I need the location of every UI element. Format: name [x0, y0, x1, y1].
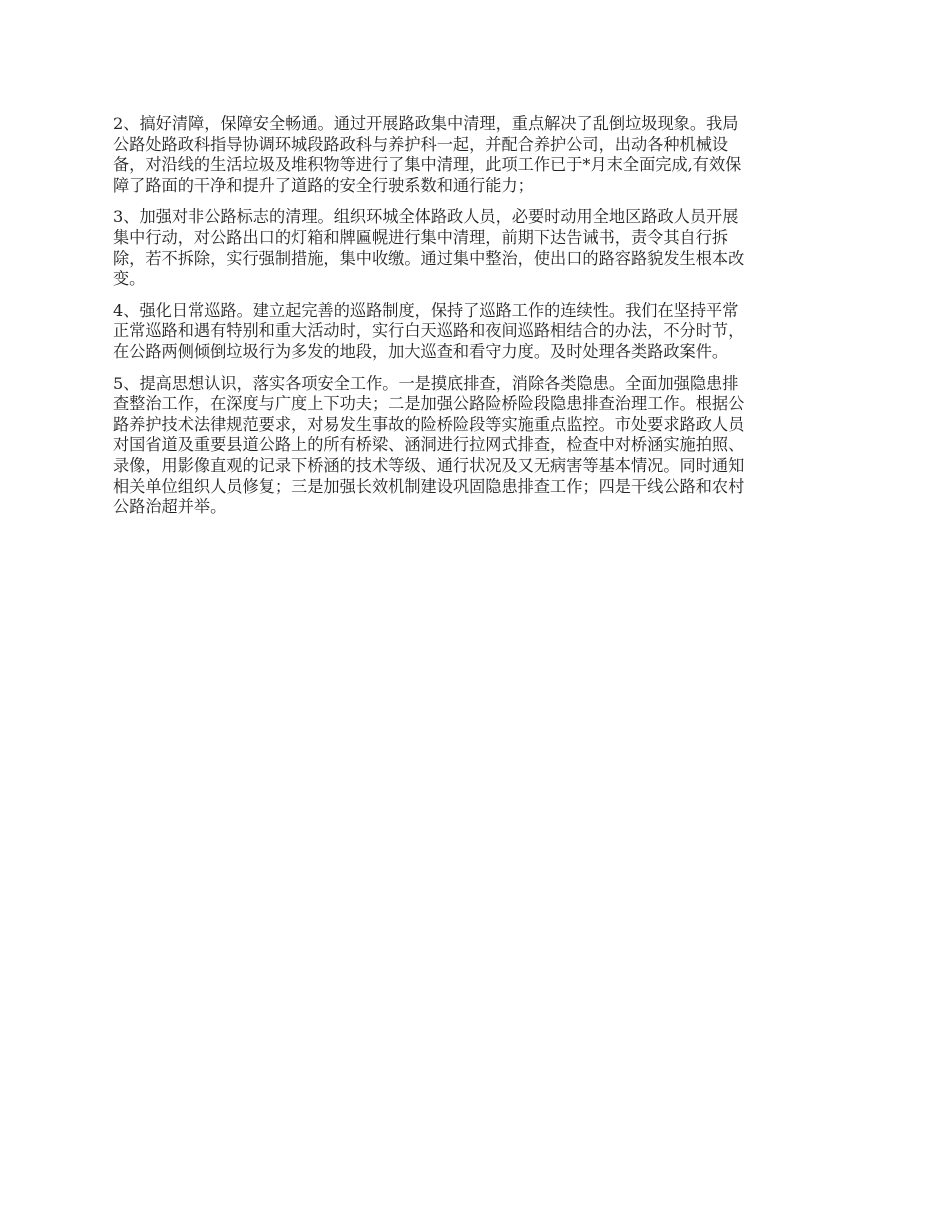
paragraph-3-sign-cleanup [113, 207, 838, 289]
document-body [113, 114, 838, 529]
paragraph-line: 公路治超并举。 [113, 497, 227, 517]
paragraph-line: 5、提高思想认识，落实各项安全工作。一是摸底排查，消除各类隐患。全面加强隐患排 [113, 373, 739, 393]
paragraph-line: 公路处路政科指导协调环城段路政科与养护科一起，并配合养护公司，出动各种机械设 [113, 134, 729, 154]
paragraph-line: 4、强化日常巡路。建立起完善的巡路制度，保持了巡路工作的连续性。我们在坚持平常 [113, 300, 739, 320]
paragraph-line: 障了路面的干净和提升了道路的安全行驶系数和通行能力； [113, 175, 534, 195]
paragraph-line: 正常巡路和遇有特别和重大活动时，实行白天巡路和夜间巡路相结合的办法，不分时节， [113, 321, 745, 341]
paragraph-4-daily-patrol [113, 301, 838, 363]
paragraph-line: 路养护技术法律规范要求，对易发生事故的险桥险段等实施重点监控。市处要求路政人员 [113, 414, 745, 434]
paragraph-line: 备，对沿线的生活垃圾及堆积物等进行了集中清理，此项工作已于*月末全面完成,有效保 [113, 155, 742, 175]
paragraph-line: 2、搞好清障，保障安全畅通。通过开展路政集中清理，重点解决了乱倒垃圾现象。我局 [113, 114, 739, 133]
paragraph-line: 集中行动，对公路出口的灯箱和牌匾幌进行集中清理，前期下达告诫书，责令其自行拆 [113, 227, 729, 247]
paragraph-line: 相关单位组织人员修复；三是加强长效机制建设巩固隐患排查工作；四是干线公路和农村 [113, 476, 745, 496]
paragraph-line: 除，若不拆除，实行强制措施，集中收缴。通过集中整治，使出口的路容路貌发生根本改 [113, 248, 745, 268]
paragraph-line: 变。 [113, 269, 146, 289]
paragraph-line: 录像，用影像直观的记录下桥涵的技术等级、通行状况及又无病害等基本情况。同时通知 [113, 455, 745, 475]
paragraph-line: 3、加强对非公路标志的清理。组织环城全体路政人员，必要时动用全地区路政人员开展 [113, 207, 739, 227]
paragraph-line: 对国省道及重要县道公路上的所有桥梁、涵洞进行拉网式排查，检查中对桥涵实施拍照、 [113, 435, 745, 455]
paragraph-2-clearance [113, 114, 838, 196]
paragraph-line: 在公路两侧倾倒垃圾行为多发的地段，加大巡查和看守力度。及时处理各类路政案件。 [113, 341, 729, 361]
paragraph-5-safety-work [113, 374, 838, 518]
paragraph-line: 查整治工作，在深度与广度上下功夫；二是加强公路险桥险段隐患排查治理工作。根据公 [113, 394, 745, 414]
